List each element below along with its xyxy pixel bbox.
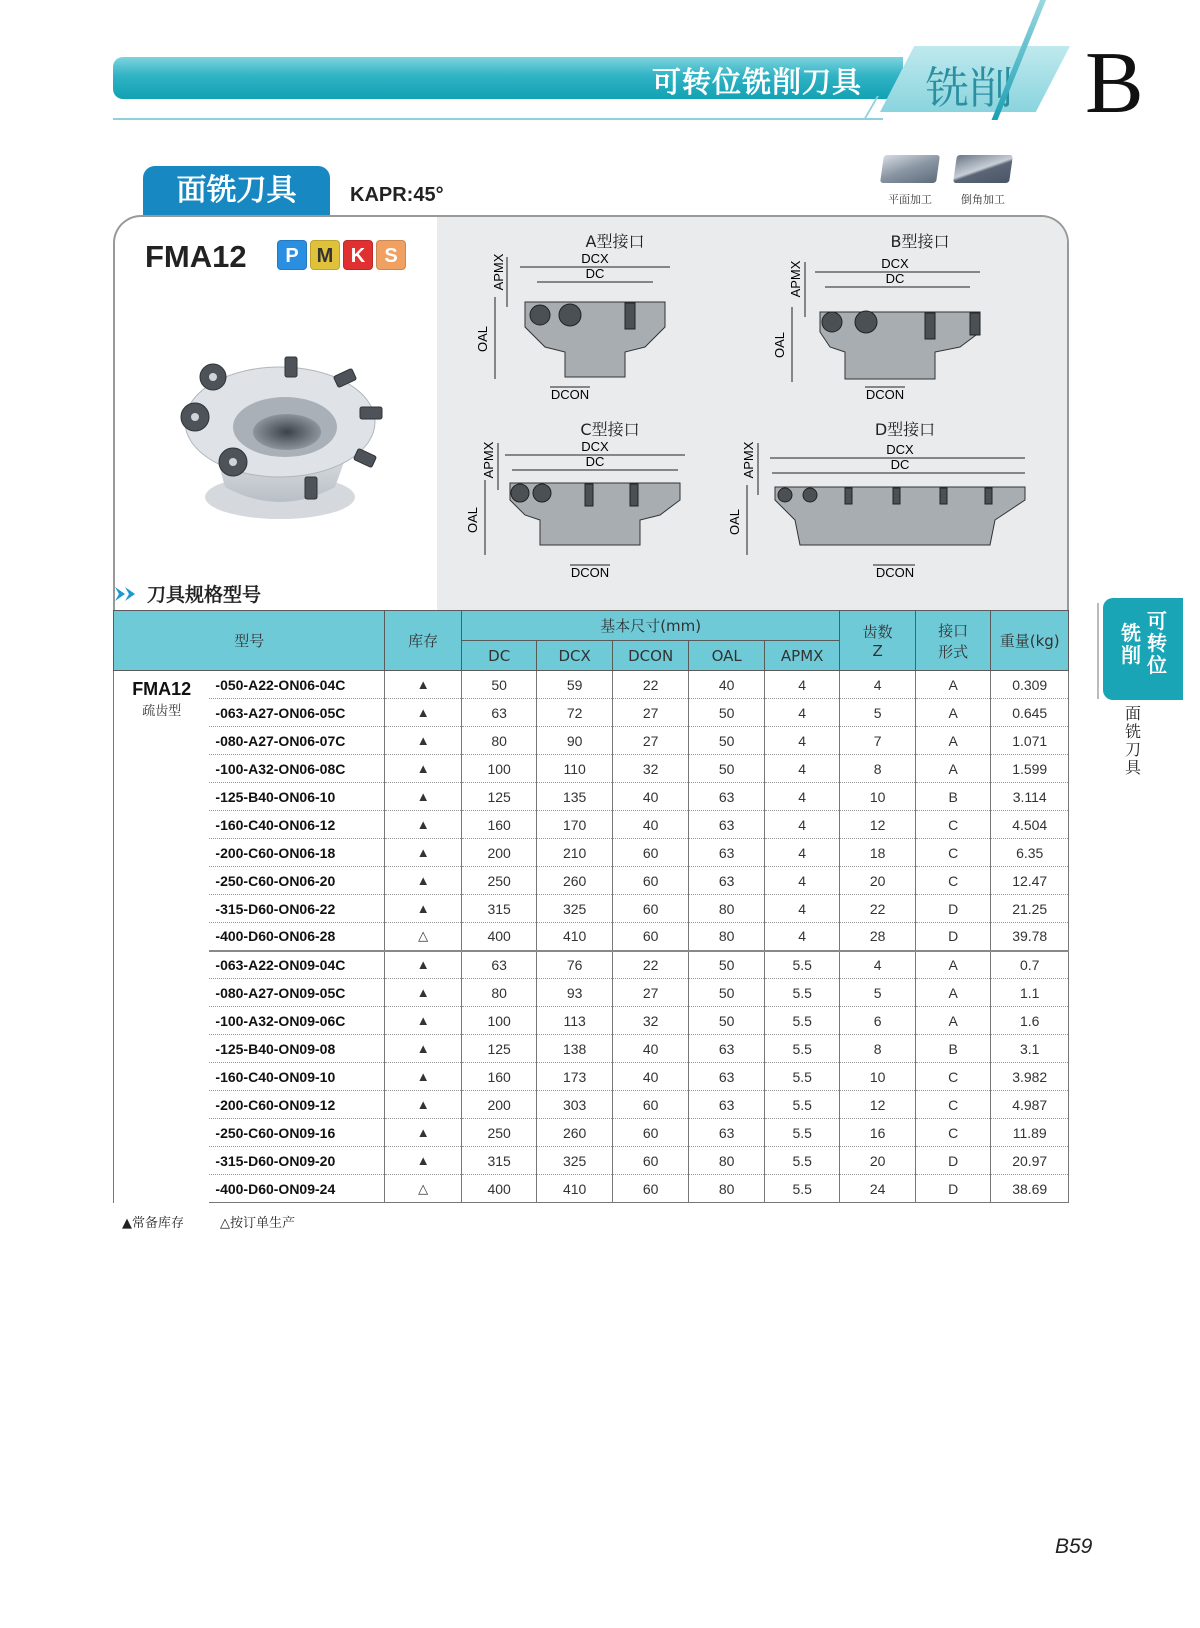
cell-dc: 200 [461, 1091, 537, 1119]
cell-oal: 63 [689, 839, 765, 867]
face-mill-cutter-image [155, 312, 395, 532]
operation-flat-face [880, 155, 940, 207]
cell-dcon: 60 [612, 1147, 689, 1175]
stock-status: △ [385, 1175, 462, 1203]
svg-text:DCON: DCON [875, 565, 915, 580]
product-panel [113, 215, 1069, 610]
cell-iface: A [915, 727, 991, 755]
table-row [114, 1063, 1069, 1091]
legend-in-stock: ▲常备库存 [122, 1216, 184, 1231]
svg-text:DCX: DCX [881, 256, 909, 271]
cell-weight: 1.071 [991, 727, 1069, 755]
model-code: -400-D60-ON06-28 [209, 923, 384, 951]
diagram-d-interface [725, 415, 1045, 595]
model-code: -063-A22-ON09-04C [209, 951, 384, 979]
col-basic-dims: 基本尺寸(mm) [461, 611, 840, 641]
cell-oal: 63 [689, 811, 765, 839]
cell-weight: 11.89 [991, 1119, 1069, 1147]
cell-iface: C [915, 867, 991, 895]
col-weight: 重量(kg) [991, 611, 1069, 671]
stock-status: ▲ [385, 783, 462, 811]
cell-dcx: 113 [537, 1007, 613, 1035]
model-code: -125-B40-ON06-10 [209, 783, 384, 811]
material-k-badge: K [343, 240, 373, 270]
cell-weight: 3.982 [991, 1063, 1069, 1091]
model-code: -250-C60-ON09-16 [209, 1119, 384, 1147]
svg-text:DC: DC [890, 457, 910, 472]
cell-oal: 80 [689, 1147, 765, 1175]
operation-label: 倒角加工 [961, 193, 1005, 206]
svg-text:DCON: DCON [570, 565, 610, 580]
stock-status: ▲ [385, 895, 462, 923]
cell-dcx: 410 [537, 923, 613, 951]
cell-dcx: 59 [537, 671, 613, 699]
cell-iface: A [915, 951, 991, 979]
cell-dcon: 27 [612, 699, 689, 727]
section-letter: B [1085, 35, 1144, 132]
col-apmx: APMX [764, 641, 840, 671]
cell-apmx: 4 [764, 895, 840, 923]
table-row [114, 1035, 1069, 1063]
diagram-title: A型接口 [585, 232, 645, 251]
col-stock: 库存 [385, 611, 462, 671]
cell-oal: 50 [689, 951, 765, 979]
stock-status: ▲ [385, 1035, 462, 1063]
cell-dc: 125 [461, 783, 537, 811]
family-subtype: 疏齿型 [142, 704, 182, 719]
cell-oal: 63 [689, 783, 765, 811]
cell-weight: 3.1 [991, 1035, 1069, 1063]
cell-dcon: 40 [612, 811, 689, 839]
table-row [114, 727, 1069, 755]
model-code: -125-B40-ON09-08 [209, 1035, 384, 1063]
cell-iface: B [915, 1035, 991, 1063]
cell-z: 12 [840, 1091, 916, 1119]
stock-status: ▲ [385, 951, 462, 979]
model-code: -100-A32-ON06-08C [209, 755, 384, 783]
cell-z: 4 [840, 951, 916, 979]
cell-oal: 40 [689, 671, 765, 699]
cell-apmx: 5.5 [764, 1119, 840, 1147]
cell-oal: 63 [689, 1119, 765, 1147]
cell-dcon: 60 [612, 839, 689, 867]
stock-status: ▲ [385, 979, 462, 1007]
diagram-a-interface [465, 227, 765, 407]
family-cell [114, 671, 210, 1203]
cell-oal: 80 [689, 923, 765, 951]
cell-dcx: 93 [537, 979, 613, 1007]
section-title: 面铣刀具 [143, 166, 330, 216]
header-underline-slant [863, 96, 879, 120]
cell-dcx: 135 [537, 783, 613, 811]
cell-dcon: 60 [612, 895, 689, 923]
table-row [114, 755, 1069, 783]
cell-apmx: 5.5 [764, 1063, 840, 1091]
cell-iface: D [915, 1147, 991, 1175]
cell-dcon: 40 [612, 1035, 689, 1063]
stock-status: ▲ [385, 839, 462, 867]
cell-dc: 250 [461, 1119, 537, 1147]
cell-z: 7 [840, 727, 916, 755]
svg-text:APMX: APMX [481, 441, 496, 479]
cell-dcon: 32 [612, 1007, 689, 1035]
stock-status: ▲ [385, 755, 462, 783]
cell-dcx: 173 [537, 1063, 613, 1091]
cell-dcx: 210 [537, 839, 613, 867]
stock-status: ▲ [385, 1063, 462, 1091]
cell-dcx: 72 [537, 699, 613, 727]
cell-dc: 200 [461, 839, 537, 867]
cell-weight: 0.309 [991, 671, 1069, 699]
cell-dc: 160 [461, 1063, 537, 1091]
cell-apmx: 4 [764, 699, 840, 727]
model-code: -250-C60-ON06-20 [209, 867, 384, 895]
model-code: -160-C40-ON09-10 [209, 1063, 384, 1091]
model-code: -200-C60-ON06-18 [209, 839, 384, 867]
cell-apmx: 4 [764, 867, 840, 895]
table-row [114, 811, 1069, 839]
cell-z: 16 [840, 1119, 916, 1147]
cell-z: 20 [840, 1147, 916, 1175]
table-row [114, 923, 1069, 951]
material-badges [277, 240, 406, 270]
cell-iface: C [915, 811, 991, 839]
chamfer-block-icon [953, 155, 1013, 183]
svg-text:DC: DC [585, 454, 605, 469]
cell-oal: 50 [689, 727, 765, 755]
cell-apmx: 4 [764, 923, 840, 951]
stock-status: ▲ [385, 727, 462, 755]
svg-text:DCX: DCX [886, 442, 914, 457]
cell-z: 28 [840, 923, 916, 951]
diagram-c-interface [460, 415, 760, 595]
col-dcon: DCON [612, 641, 689, 671]
svg-text:APMX: APMX [788, 260, 803, 298]
cell-dcon: 60 [612, 867, 689, 895]
svg-text:DC: DC [885, 271, 905, 286]
table-row [114, 1175, 1069, 1203]
material-s-badge: S [376, 240, 406, 270]
svg-text:OAL: OAL [772, 331, 787, 359]
side-tab-subsection: 面铣刀具 [1125, 704, 1142, 777]
cell-apmx: 4 [764, 671, 840, 699]
cell-oal: 80 [689, 1175, 765, 1203]
cell-iface: D [915, 1175, 991, 1203]
cell-dcx: 110 [537, 755, 613, 783]
model-title: FMA12 [145, 239, 247, 274]
cell-iface: A [915, 699, 991, 727]
cell-weight: 1.6 [991, 1007, 1069, 1035]
svg-text:APMX: APMX [741, 441, 756, 479]
cell-weight: 4.987 [991, 1091, 1069, 1119]
col-model: 型号 [114, 611, 385, 671]
cell-dc: 160 [461, 811, 537, 839]
stock-status: ▲ [385, 1091, 462, 1119]
stock-status: ▲ [385, 1007, 462, 1035]
cell-apmx: 4 [764, 727, 840, 755]
cell-oal: 63 [689, 1035, 765, 1063]
cell-iface: B [915, 783, 991, 811]
cell-z: 5 [840, 979, 916, 1007]
svg-text:DCON: DCON [550, 387, 590, 402]
cell-z: 10 [840, 783, 916, 811]
cell-dc: 250 [461, 867, 537, 895]
cell-dcx: 260 [537, 867, 613, 895]
model-code: -315-D60-ON09-20 [209, 1147, 384, 1175]
cell-oal: 80 [689, 895, 765, 923]
category-title: 可转位铣削刀具 [652, 65, 863, 99]
model-code: -160-C40-ON06-12 [209, 811, 384, 839]
cell-oal: 63 [689, 1091, 765, 1119]
cell-weight: 39.78 [991, 923, 1069, 951]
material-m-badge: M [310, 240, 340, 270]
double-chevron-icon [113, 585, 141, 603]
side-tab-line2: 铣削 [1121, 621, 1141, 667]
table-row [114, 979, 1069, 1007]
stock-status: ▲ [385, 1119, 462, 1147]
cell-z: 5 [840, 699, 916, 727]
cell-z: 8 [840, 1035, 916, 1063]
cell-dc: 315 [461, 1147, 537, 1175]
cell-apmx: 5.5 [764, 1147, 840, 1175]
side-tab-line1: 可转位 [1147, 609, 1167, 677]
cell-weight: 0.645 [991, 699, 1069, 727]
cell-oal: 50 [689, 1007, 765, 1035]
header-underline [113, 118, 883, 120]
cell-iface: C [915, 1119, 991, 1147]
cell-dc: 80 [461, 979, 537, 1007]
cell-iface: A [915, 979, 991, 1007]
stock-status: ▲ [385, 699, 462, 727]
table-row [114, 783, 1069, 811]
cell-dc: 50 [461, 671, 537, 699]
operation-label: 平面加工 [888, 193, 932, 206]
cell-dcon: 60 [612, 1091, 689, 1119]
operation-chamfer [953, 155, 1013, 207]
model-code: -100-A32-ON09-06C [209, 1007, 384, 1035]
legend-made-to-order: △按订单生产 [220, 1216, 295, 1231]
cell-dc: 63 [461, 951, 537, 979]
cutter-section-a-drawing [465, 227, 765, 407]
table-row [114, 1119, 1069, 1147]
cell-z: 6 [840, 1007, 916, 1035]
flat-face-block-icon [880, 155, 940, 183]
cell-dc: 100 [461, 755, 537, 783]
diagram-title: C型接口 [580, 420, 640, 439]
cell-dcx: 260 [537, 1119, 613, 1147]
svg-text:APMX: APMX [491, 253, 506, 291]
table-row [114, 671, 1069, 699]
cell-dc: 63 [461, 699, 537, 727]
cell-dcx: 138 [537, 1035, 613, 1063]
svg-text:DCX: DCX [581, 251, 609, 266]
cell-z: 24 [840, 1175, 916, 1203]
model-code: -080-A27-ON06-07C [209, 727, 384, 755]
cell-dcon: 40 [612, 1063, 689, 1091]
cell-apmx: 4 [764, 839, 840, 867]
cell-weight: 12.47 [991, 867, 1069, 895]
cell-iface: A [915, 755, 991, 783]
cell-dc: 400 [461, 923, 537, 951]
table-row [114, 839, 1069, 867]
cell-dcx: 303 [537, 1091, 613, 1119]
cell-iface: A [915, 1007, 991, 1035]
cell-dcx: 325 [537, 1147, 613, 1175]
cell-iface: C [915, 839, 991, 867]
page-number: B59 [1055, 1535, 1093, 1558]
col-interface: 接口 形式 [915, 611, 991, 671]
cell-oal: 50 [689, 699, 765, 727]
cell-weight: 0.7 [991, 951, 1069, 979]
diagram-b-interface [770, 227, 1069, 407]
family-name: FMA12 [132, 679, 192, 699]
cell-weight: 20.97 [991, 1147, 1069, 1175]
stock-status: ▲ [385, 811, 462, 839]
model-code: -315-D60-ON06-22 [209, 895, 384, 923]
cell-weight: 4.504 [991, 811, 1069, 839]
svg-text:OAL: OAL [465, 506, 480, 534]
table-row [114, 951, 1069, 979]
cell-dcon: 27 [612, 727, 689, 755]
cell-z: 8 [840, 755, 916, 783]
cell-dcon: 40 [612, 783, 689, 811]
cell-oal: 50 [689, 979, 765, 1007]
cell-apmx: 5.5 [764, 1035, 840, 1063]
cell-dcon: 22 [612, 951, 689, 979]
cell-oal: 50 [689, 755, 765, 783]
cell-dcx: 410 [537, 1175, 613, 1203]
kapr-label: KAPR:45° [350, 184, 444, 206]
cell-z: 4 [840, 671, 916, 699]
cell-dc: 315 [461, 895, 537, 923]
spec-table [113, 610, 1069, 1203]
cell-dc: 125 [461, 1035, 537, 1063]
svg-text:DCON: DCON [865, 387, 905, 402]
cell-iface: A [915, 671, 991, 699]
section-tab-label: 铣削 [925, 63, 1013, 114]
cell-z: 10 [840, 1063, 916, 1091]
cell-dcx: 90 [537, 727, 613, 755]
model-code: -200-C60-ON09-12 [209, 1091, 384, 1119]
cell-apmx: 5.5 [764, 1091, 840, 1119]
material-p-badge: P [277, 240, 307, 270]
cell-oal: 63 [689, 867, 765, 895]
cell-weight: 1.1 [991, 979, 1069, 1007]
cell-apmx: 5.5 [764, 951, 840, 979]
cell-z: 18 [840, 839, 916, 867]
cell-apmx: 4 [764, 811, 840, 839]
stock-status: ▲ [385, 867, 462, 895]
cell-dcx: 76 [537, 951, 613, 979]
col-dc: DC [461, 641, 537, 671]
model-code: -080-A27-ON09-05C [209, 979, 384, 1007]
cell-dcon: 60 [612, 1175, 689, 1203]
diagram-title: D型接口 [874, 420, 936, 439]
svg-text:DCX: DCX [581, 439, 609, 454]
spec-table-body [114, 671, 1069, 1203]
model-code: -400-D60-ON09-24 [209, 1175, 384, 1203]
cell-weight: 3.114 [991, 783, 1069, 811]
svg-text:OAL: OAL [475, 325, 490, 353]
cell-apmx: 5.5 [764, 1175, 840, 1203]
svg-text:OAL: OAL [727, 508, 742, 536]
cell-weight: 21.25 [991, 895, 1069, 923]
stock-legend [122, 1212, 295, 1231]
table-row [114, 895, 1069, 923]
side-chapter-tab[interactable] [1103, 598, 1183, 700]
cell-z: 22 [840, 895, 916, 923]
cell-dcon: 27 [612, 979, 689, 1007]
cell-weight: 1.599 [991, 755, 1069, 783]
cutter-section-c-drawing [460, 415, 760, 595]
cell-z: 12 [840, 811, 916, 839]
col-teeth: 齿数 Z [840, 611, 916, 671]
cell-dc: 400 [461, 1175, 537, 1203]
cell-dcon: 60 [612, 1119, 689, 1147]
diagram-title: B型接口 [890, 232, 950, 251]
table-row [114, 1007, 1069, 1035]
cell-dcx: 170 [537, 811, 613, 839]
cell-iface: D [915, 895, 991, 923]
cell-iface: C [915, 1063, 991, 1091]
stock-status: △ [385, 923, 462, 951]
cell-dcon: 32 [612, 755, 689, 783]
stock-status: ▲ [385, 671, 462, 699]
specs-heading-text: 刀具规格型号 [147, 584, 262, 606]
side-tab-line [1097, 603, 1099, 699]
table-row [114, 699, 1069, 727]
col-dcx: DCX [537, 641, 613, 671]
svg-text:DC: DC [585, 266, 605, 281]
cell-dcon: 60 [612, 923, 689, 951]
cell-apmx: 5.5 [764, 979, 840, 1007]
table-row [114, 1147, 1069, 1175]
stock-status: ▲ [385, 1147, 462, 1175]
model-code: -050-A22-ON06-04C [209, 671, 384, 699]
cell-apmx: 4 [764, 755, 840, 783]
cell-apmx: 5.5 [764, 1007, 840, 1035]
cutter-section-d-drawing [725, 415, 1045, 595]
cell-dc: 100 [461, 1007, 537, 1035]
cell-dcx: 325 [537, 895, 613, 923]
cell-weight: 6.35 [991, 839, 1069, 867]
col-oal: OAL [689, 641, 765, 671]
table-row [114, 867, 1069, 895]
table-row [114, 1091, 1069, 1119]
cutter-section-b-drawing [770, 227, 1069, 407]
cell-apmx: 4 [764, 783, 840, 811]
model-code: -063-A27-ON06-05C [209, 699, 384, 727]
cell-iface: C [915, 1091, 991, 1119]
specs-heading [113, 580, 261, 607]
cell-dcon: 22 [612, 671, 689, 699]
cell-dc: 80 [461, 727, 537, 755]
cell-z: 20 [840, 867, 916, 895]
cell-weight: 38.69 [991, 1175, 1069, 1203]
cell-oal: 63 [689, 1063, 765, 1091]
cell-iface: D [915, 923, 991, 951]
